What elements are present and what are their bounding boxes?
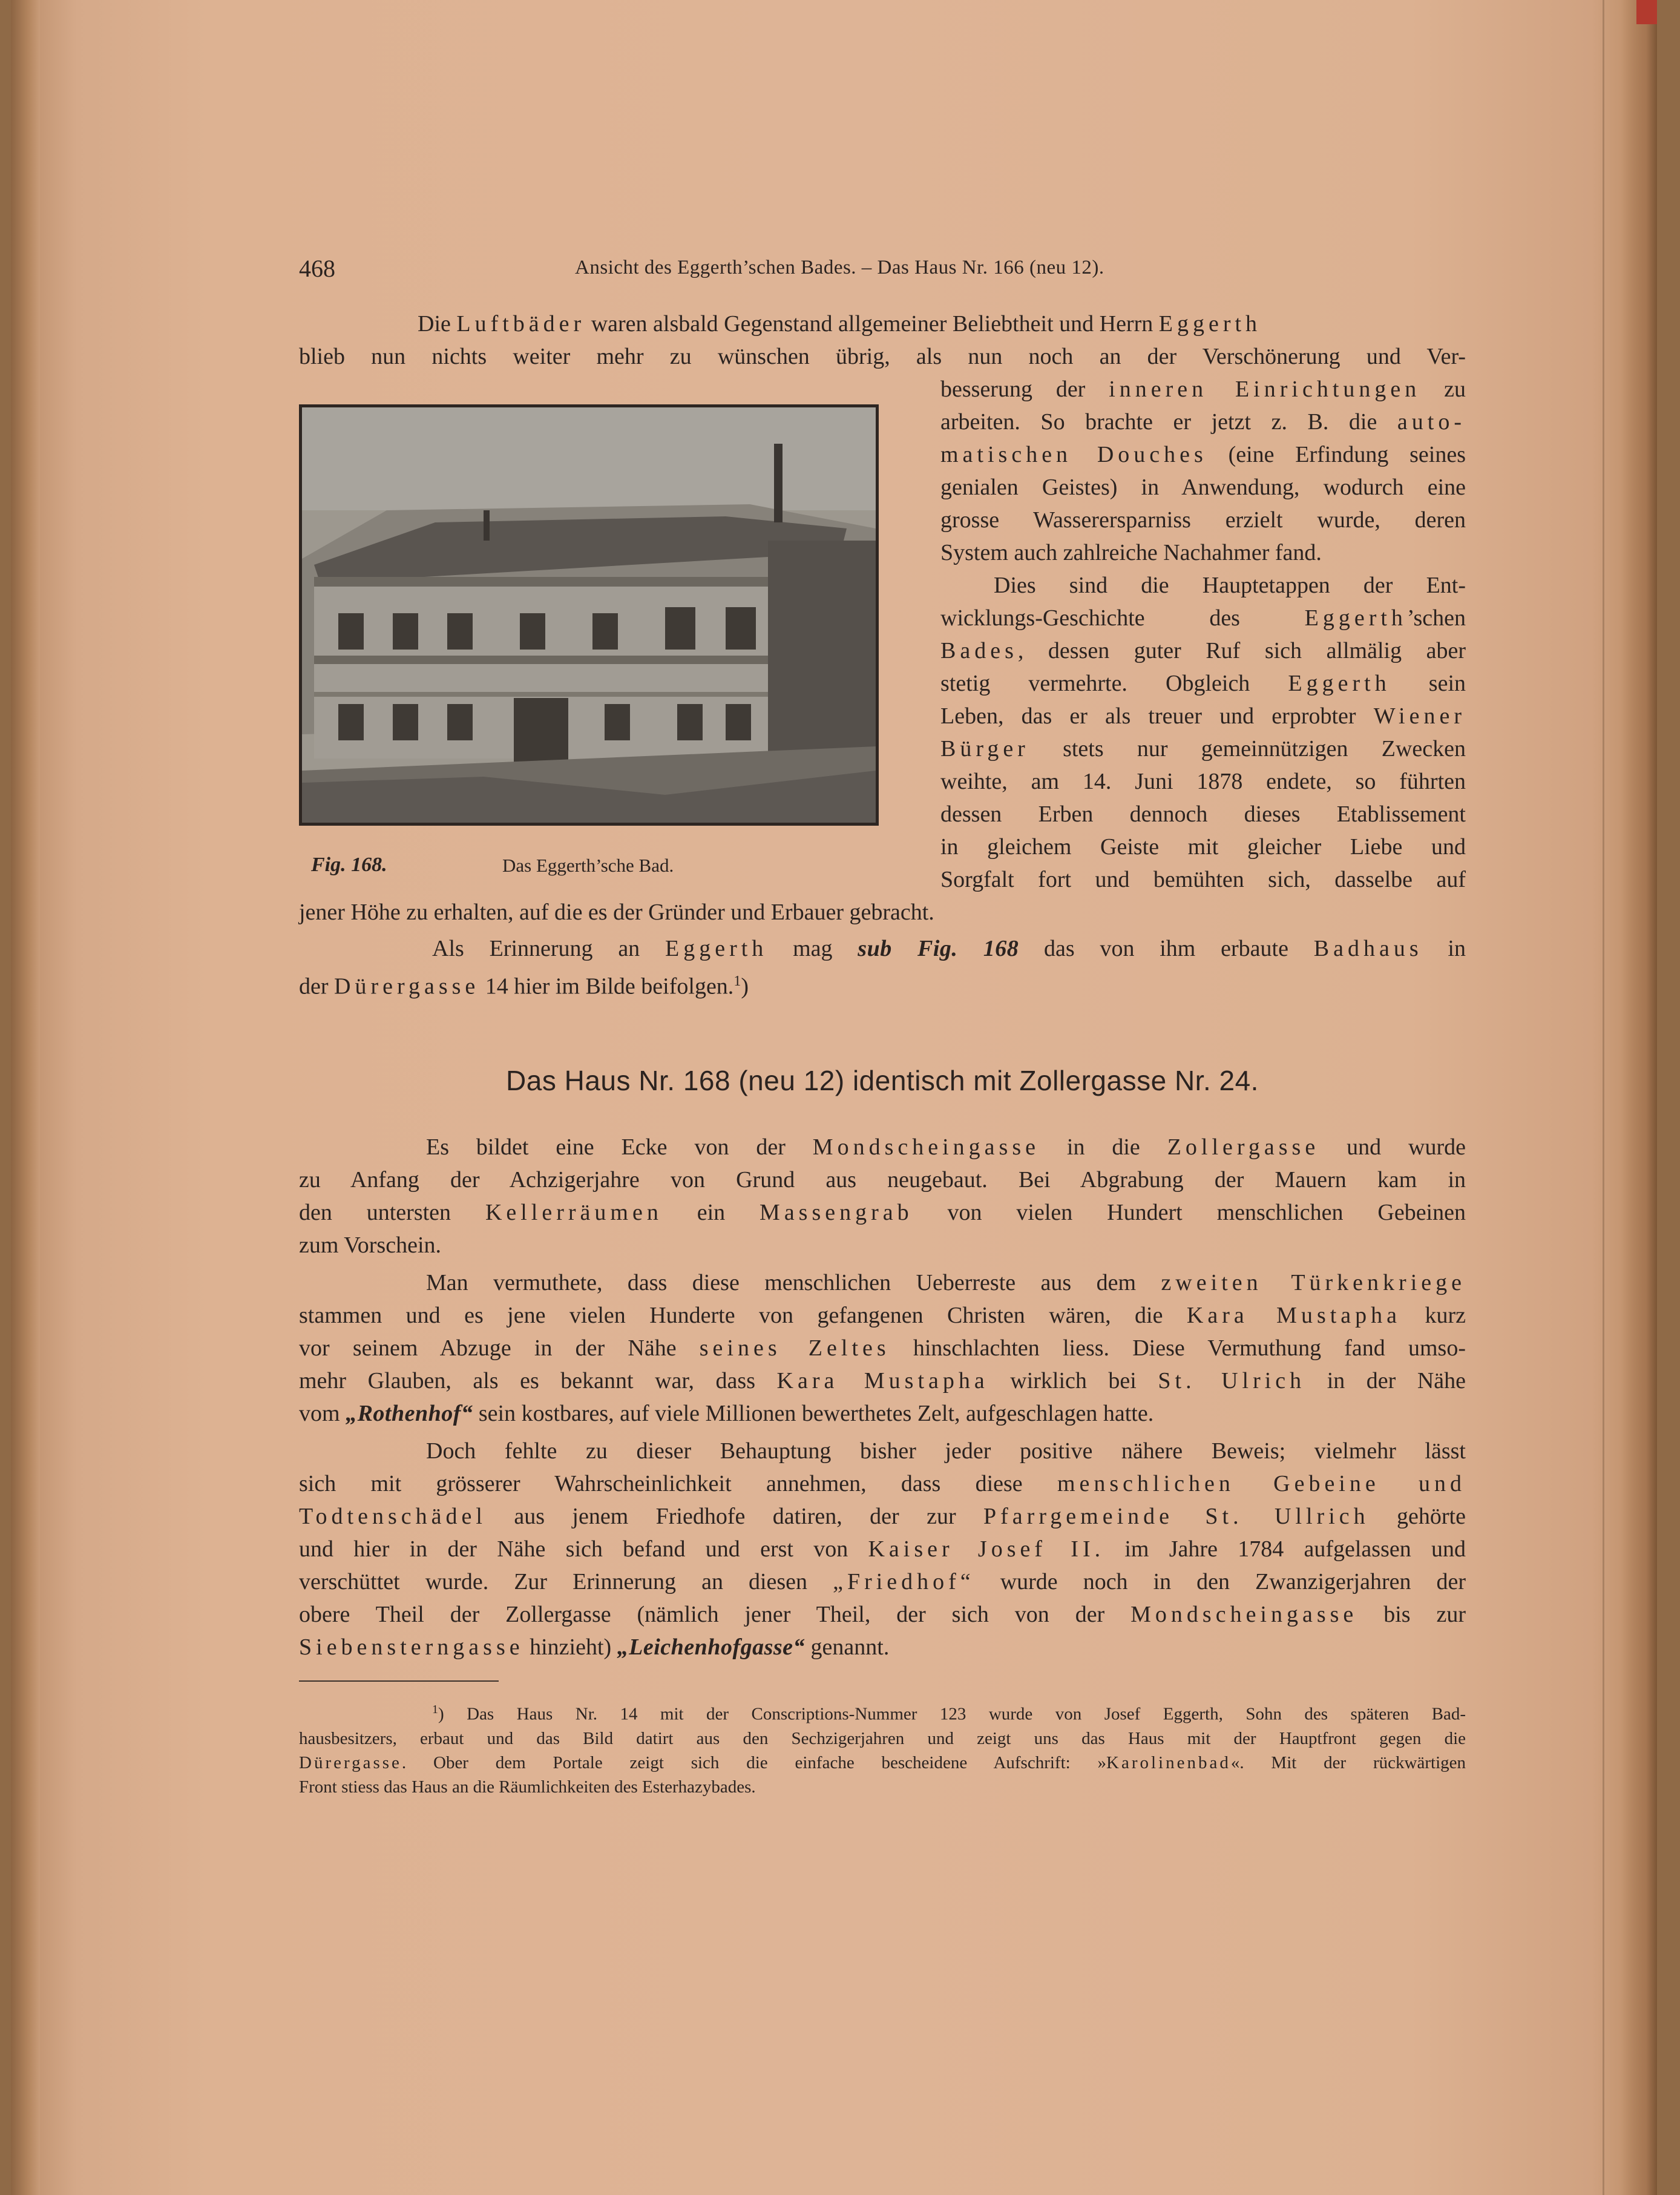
paragraph-line: blieb nun nichts weiter mehr zu wünschen übrig, als nun noch an der Verschönerung und Ver- bbox=[299, 344, 1466, 369]
right-column-text: besserung der inneren Einrichtungen zu arbeiten. So brachte er jetzt z. B. die auto- matischen Douches (eine Erfindung seines genialen Geistes) in Anwendung, wodurch eine grosse Wasserersparniss erzielt wurde, deren System auch zahlreiche Nachahmer fand. Dies sind die Hauptetappen der Ent- wicklungs-Geschichte des Eggerth’schen Bades, dessen guter Ruf sich allmälig aber stetig vermehrte. Obgleich Eggerth sein Leben, das er als treuer und erprobter Wiener Bürger stets nur gemeinnützigen Zwecken weihte, am 14. Juni 1878 endete, so führten dessen Erben dennoch dieses Etablissement in gleichem Geiste mit gleicher Liebe und Sorgfalt fort und bemühten sich, dasselbe auf bbox=[940, 377, 1466, 892]
paragraph-line: Als Erinnerung an Eggerth mag sub Fig. 168 das von ihm erbaute Badhaus in bbox=[432, 936, 1466, 961]
page-right-edge bbox=[1621, 0, 1657, 2195]
page-spine-shadow bbox=[11, 0, 40, 2195]
footnote-rule bbox=[299, 1680, 499, 1682]
red-bookmark-corner bbox=[1636, 0, 1657, 24]
figure-label: Fig. 168. bbox=[311, 854, 387, 876]
section-2-text: Es bildet eine Ecke von der Mondscheingasse in die Zollergasse und wurde zu Anfang der Achzigerjahre von Grund aus neugebaut. Bei Abgrabung der Mauern kam in den untersten Kellerräumen ein Massengrab von vielen Hundert menschlichen Gebeinen zum Vorschein. Man vermuthete, dass diese menschlichen Ueberreste aus dem zweiten Türkenkriege stammen und es jene vielen Hunderte von gefangenen Christen wären, die Kara Mustapha kurz vor seinem Abzuge in der Nähe seines Zeltes hinschlachten liess. Diese Vermuthung fand umso- mehr Glauben, als es bekannt war, dass Kara Mustapha wirklich bei St. Ulrich in der Nähe vom „Rothenhof“ sein kostbares, auf viele Millionen bewerthetes Zelt, aufgeschlagen hatte. Doch fehlte zu dieser Behauptung bisher jeder positive nähere Beweis; vielmehr lässt sich mit grösserer Wahrscheinlichkeit annehmen, dass diese menschlichen Gebeine und Todtenschädel aus jenem Friedhofe datiren, der zur Pfarrgemeinde St. Ullrich gehörte und hier in der Nähe sich befand und erst von Kaiser Josef II. im Jahre 1784 aufgelassen und verschüttet wurde. Zur Erinnerung an diesen „Friedhof“ wurde noch in den Zwanzigerjahren der obere Theil der Zollergasse (nämlich jener Theil, der sich von der Mondscheingasse bis zur Siebensterngasse hinzieht) „Leichenhofgasse“ genannt. bbox=[299, 1134, 1466, 1660]
building-illustration bbox=[302, 407, 876, 823]
section-heading: Das Haus Nr. 168 (neu 12) identisch mit Zollergasse Nr. 24. bbox=[506, 1065, 1259, 1096]
paragraph-line: der Dürergasse 14 hier im Bilde beifolgen.$^1$) bbox=[299, 973, 749, 999]
page-number: 468 bbox=[299, 255, 335, 282]
paragraph-line: jener Höhe zu erhalten, auf die es der Gründer und Erbauer gebracht. bbox=[299, 900, 934, 925]
footnote: $^1$) Das Haus Nr. 14 mit der Conscriptions-Nummer 123 wurde von Josef Eggerth, Sohn des späteren Bad- hausbesitzers, erbaut und das Bild datirt aus den Sechzigerjahren und zeigt uns das Haus mit der Hauptfront gegen die Dürergasse. Ober dem Portale zeigt sich die einfache bescheidene Aufschrift: »Karolinenbad«. Mit der rückwärtigen Front stiess das Haus an die Räumlichkeiten des Esterhazybades. bbox=[299, 1703, 1466, 1797]
building-photo bbox=[299, 404, 879, 826]
paragraph-line: Die Luftbäder waren alsbald Gegenstand allgemeiner Beliebtheit und Herrn Eggerth bbox=[418, 311, 1262, 337]
page-fold bbox=[1603, 0, 1604, 2195]
figure-caption: Das Eggerth’sche Bad. bbox=[502, 855, 674, 876]
book-page bbox=[11, 0, 1657, 2195]
running-title: Ansicht des Eggerth’schen Bades. – Das Haus Nr. 166 (neu 12). bbox=[575, 257, 1104, 278]
